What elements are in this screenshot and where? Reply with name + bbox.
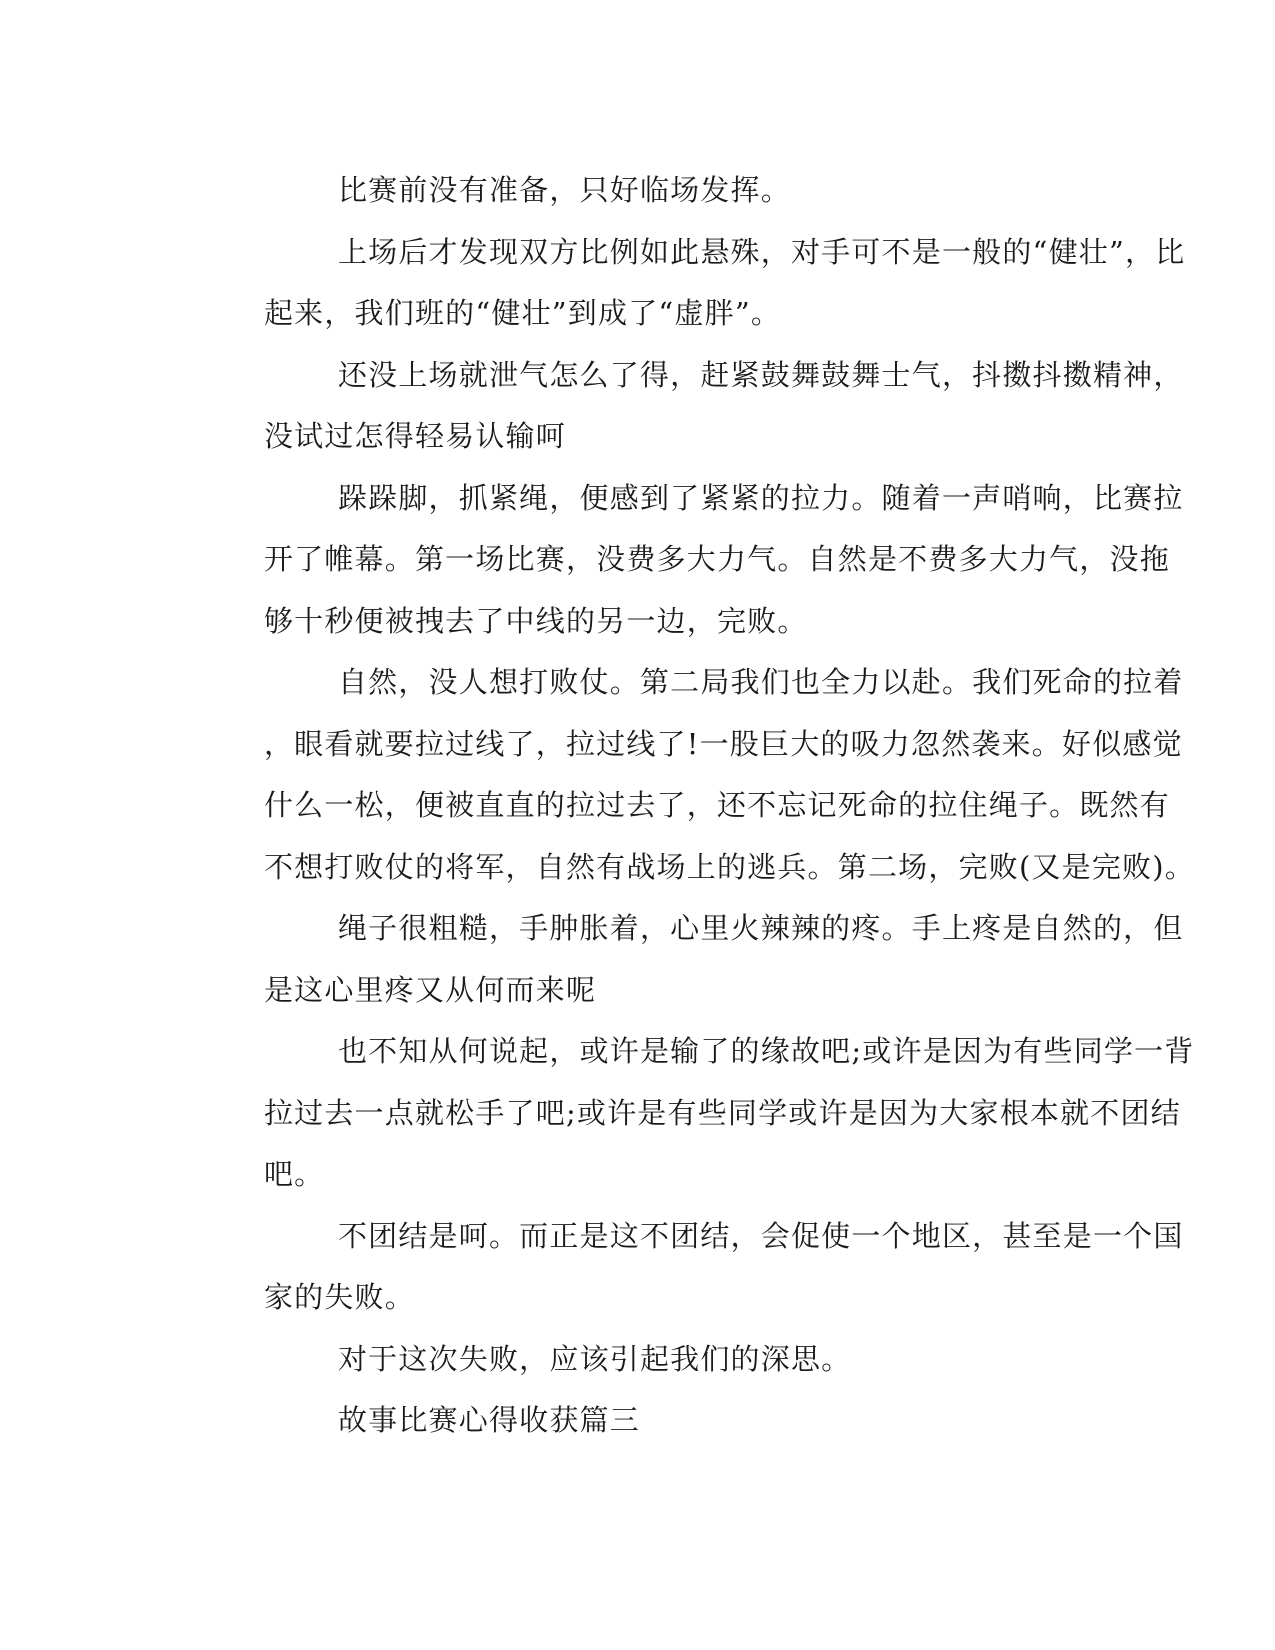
text-line: 还没上场就泄气怎么了得，赶紧鼓舞鼓舞士气，抖擞抖擞精神， bbox=[337, 357, 1184, 392]
paragraph-3 bbox=[190, 345, 1184, 468]
paragraph-2 bbox=[190, 222, 1186, 345]
text-line: 也不知从何说起，或许是输了的缘故吧;或许是因为有些同学一背 bbox=[337, 1034, 1195, 1068]
text-line: 不想打败仗的将军，自然有战场上的逃兵。第二场，完败(又是完败)。 bbox=[263, 849, 1195, 884]
text-line: 够十秒便被拽去了中线的另一边，完败。 bbox=[263, 603, 808, 638]
paragraph-4 bbox=[190, 468, 1184, 653]
text-line: 跺跺脚，抓紧绳，便感到了紧紧的拉力。随着一声哨响，比赛拉 bbox=[337, 480, 1184, 515]
text-line: 对于这次失败，应该引起我们的深思。 bbox=[337, 1341, 852, 1376]
paragraph-5 bbox=[190, 652, 1195, 898]
text-line: 故事比赛心得收获篇三 bbox=[337, 1403, 640, 1437]
text-line: 是这心里疼又从何而来呢 bbox=[263, 972, 597, 1007]
text-line: 比赛前没有准备，只好临场发挥。 bbox=[337, 173, 791, 207]
text-line: 起来，我们班的“健壮”到成了“虚胖”。 bbox=[263, 296, 782, 330]
text-line: 不团结是呵。而正是这不团结，会促使一个地区，甚至是一个国 bbox=[337, 1218, 1184, 1253]
text-line: 绳子很粗糙，手肿胀着，心里火辣辣的疼。手上疼是自然的，但 bbox=[337, 911, 1184, 945]
document-body bbox=[190, 160, 1195, 1452]
section-heading bbox=[190, 1390, 1090, 1452]
text-line: 没试过怎得轻易认输呵 bbox=[263, 419, 566, 453]
text-line: 家的失败。 bbox=[263, 1280, 415, 1314]
paragraph-7 bbox=[190, 1021, 1195, 1206]
paragraph-8 bbox=[190, 1206, 1184, 1329]
text-line: 什么一松，便被直直的拉过去了，还不忘记死命的拉住绳子。既然有 bbox=[263, 788, 1170, 822]
text-line: 吧。 bbox=[263, 1157, 325, 1191]
paragraph-9 bbox=[190, 1329, 1090, 1391]
text-line: 自然，没人想打败仗。第二局我们也全力以赴。我们死命的拉着 bbox=[337, 665, 1184, 699]
text-line: 开了帷幕。第一场比赛，没费多大力气。自然是不费多大力气，没拖 bbox=[263, 542, 1170, 576]
text-line: 拉过去一点就松手了吧;或许是有些同学或许是因为大家根本就不团结 bbox=[263, 1095, 1181, 1130]
paragraph-1 bbox=[190, 160, 1090, 222]
paragraph-6 bbox=[190, 898, 1184, 1021]
text-line: ，眼看就要拉过线了，拉过线了!一股巨大的吸力忽然袭来。好似感觉 bbox=[263, 726, 1183, 761]
text-line: 上场后才发现双方比例如此悬殊，对手可不是一般的“健壮”，比 bbox=[337, 234, 1186, 269]
